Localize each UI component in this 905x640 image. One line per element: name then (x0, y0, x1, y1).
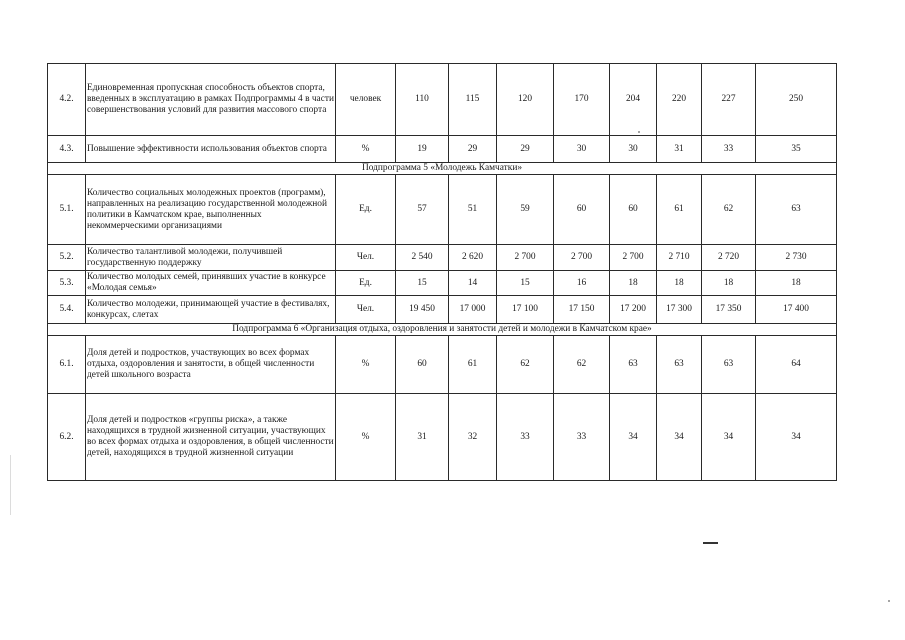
indicator-name: Единовременная пропускная способность объектов спорта, введенных в эксплуатацию в рамках Подпрограммы 4 в части совершенствования условий для развития массового спорта (86, 64, 336, 136)
value-cell: 17 150 (554, 296, 610, 324)
value-cell: 17 400 (756, 296, 837, 324)
value-cell: 18 (610, 271, 657, 296)
scan-edge-line (10, 455, 11, 515)
value-cell: 17 000 (449, 296, 497, 324)
value-cell: 33 (497, 394, 554, 481)
row-number: 5.3. (48, 271, 86, 296)
value-cell: 18 (702, 271, 756, 296)
value-cell: 35 (756, 136, 837, 163)
value-cell: 2 700 (554, 245, 610, 271)
value-cell: 120 (497, 64, 554, 136)
row-number: 5.4. (48, 296, 86, 324)
table-row (48, 394, 837, 481)
value-cell: 63 (610, 336, 657, 394)
indicator-name: Повышение эффективности использования объектов спорта (86, 136, 336, 163)
value-cell: 63 (702, 336, 756, 394)
value-cell: 60 (396, 336, 449, 394)
value-cell: 2 710 (657, 245, 702, 271)
value-cell: 17 200 (610, 296, 657, 324)
unit-cell: Чел. (336, 245, 396, 271)
value-cell: 17 350 (702, 296, 756, 324)
table-row (48, 271, 837, 296)
value-cell: 57 (396, 175, 449, 245)
table-row (48, 175, 837, 245)
indicator-name: Доля детей и подростков, участвующих во всех формах отдыха, оздоровления и занятости, в общей численности детей школьного возраста (86, 336, 336, 394)
value-cell: 2 730 (756, 245, 837, 271)
value-cell: 16 (554, 271, 610, 296)
value-cell: 31 (657, 136, 702, 163)
value-cell: 61 (449, 336, 497, 394)
pen-dash-mark (703, 542, 718, 544)
value-cell: 62 (554, 336, 610, 394)
value-cell: 29 (449, 136, 497, 163)
indicator-name: Количество талантливой молодежи, получившей государственную поддержку (86, 245, 336, 271)
value-cell: 59 (497, 175, 554, 245)
value-cell: 60 (554, 175, 610, 245)
section-title: Подпрограмма 6 «Организация отдыха, оздоровления и занятости детей и молодежи в Камчатском крае» (48, 324, 837, 336)
value-cell: 51 (449, 175, 497, 245)
value-cell: 15 (497, 271, 554, 296)
speck-mark (888, 600, 890, 602)
value-cell: 31 (396, 394, 449, 481)
value-cell: 204 (610, 64, 657, 136)
unit-cell: % (336, 136, 396, 163)
table-row (48, 64, 837, 136)
value-cell: 227 (702, 64, 756, 136)
section-header-row (48, 324, 837, 336)
value-cell: 2 540 (396, 245, 449, 271)
value-cell: 2 700 (497, 245, 554, 271)
value-cell: 62 (497, 336, 554, 394)
value-cell: 2 620 (449, 245, 497, 271)
value-cell: 14 (449, 271, 497, 296)
value-cell: 19 (396, 136, 449, 163)
value-cell: 18 (657, 271, 702, 296)
value-cell: 220 (657, 64, 702, 136)
value-cell: 60 (610, 175, 657, 245)
unit-cell: % (336, 394, 396, 481)
value-cell: 63 (756, 175, 837, 245)
unit-cell: Ед. (336, 175, 396, 245)
value-cell: 115 (449, 64, 497, 136)
table-row (48, 336, 837, 394)
value-cell: 15 (396, 271, 449, 296)
value-cell: 170 (554, 64, 610, 136)
value-cell: 2 720 (702, 245, 756, 271)
value-cell: 30 (610, 136, 657, 163)
table-row (48, 136, 837, 163)
table-row (48, 296, 837, 324)
value-cell: 18 (756, 271, 837, 296)
value-cell: 19 450 (396, 296, 449, 324)
indicator-name: Количество социальных молодежных проектов (программ), направленных на реализацию государственной молодежной политики в Камчатском крае, выполненных некоммерческими организациями (86, 175, 336, 245)
speck-mark (638, 131, 640, 133)
row-number: 4.3. (48, 136, 86, 163)
row-number: 5.1. (48, 175, 86, 245)
row-number: 6.1. (48, 336, 86, 394)
indicator-name: Доля детей и подростков «группы риска», а также находящихся в трудной жизненной ситуации, участвующих во всех формах отдыха и оздоровления, в общей численности детей, находящихся в трудной жизненной ситуации (86, 394, 336, 481)
row-number: 4.2. (48, 64, 86, 136)
value-cell: 2 700 (610, 245, 657, 271)
value-cell: 63 (657, 336, 702, 394)
value-cell: 30 (554, 136, 610, 163)
row-number: 6.2. (48, 394, 86, 481)
section-header-row (48, 163, 837, 175)
value-cell: 34 (610, 394, 657, 481)
value-cell: 250 (756, 64, 837, 136)
section-title: Подпрограмма 5 «Молодежь Камчатки» (48, 163, 837, 175)
unit-cell: Чел. (336, 296, 396, 324)
value-cell: 34 (756, 394, 837, 481)
indicator-name: Количество молодежи, принимающей участие в фестивалях, конкурсах, слетах (86, 296, 336, 324)
value-cell: 64 (756, 336, 837, 394)
value-cell: 29 (497, 136, 554, 163)
row-number: 5.2. (48, 245, 86, 271)
value-cell: 62 (702, 175, 756, 245)
value-cell: 61 (657, 175, 702, 245)
value-cell: 17 300 (657, 296, 702, 324)
value-cell: 34 (702, 394, 756, 481)
value-cell: 33 (554, 394, 610, 481)
unit-cell: % (336, 336, 396, 394)
value-cell: 33 (702, 136, 756, 163)
indicator-name: Количество молодых семей, принявших участие в конкурсе «Молодая семья» (86, 271, 336, 296)
unit-cell: человек (336, 64, 396, 136)
table-row (48, 245, 837, 271)
value-cell: 110 (396, 64, 449, 136)
value-cell: 34 (657, 394, 702, 481)
unit-cell: Ед. (336, 271, 396, 296)
value-cell: 32 (449, 394, 497, 481)
value-cell: 17 100 (497, 296, 554, 324)
indicator-table (47, 63, 837, 481)
